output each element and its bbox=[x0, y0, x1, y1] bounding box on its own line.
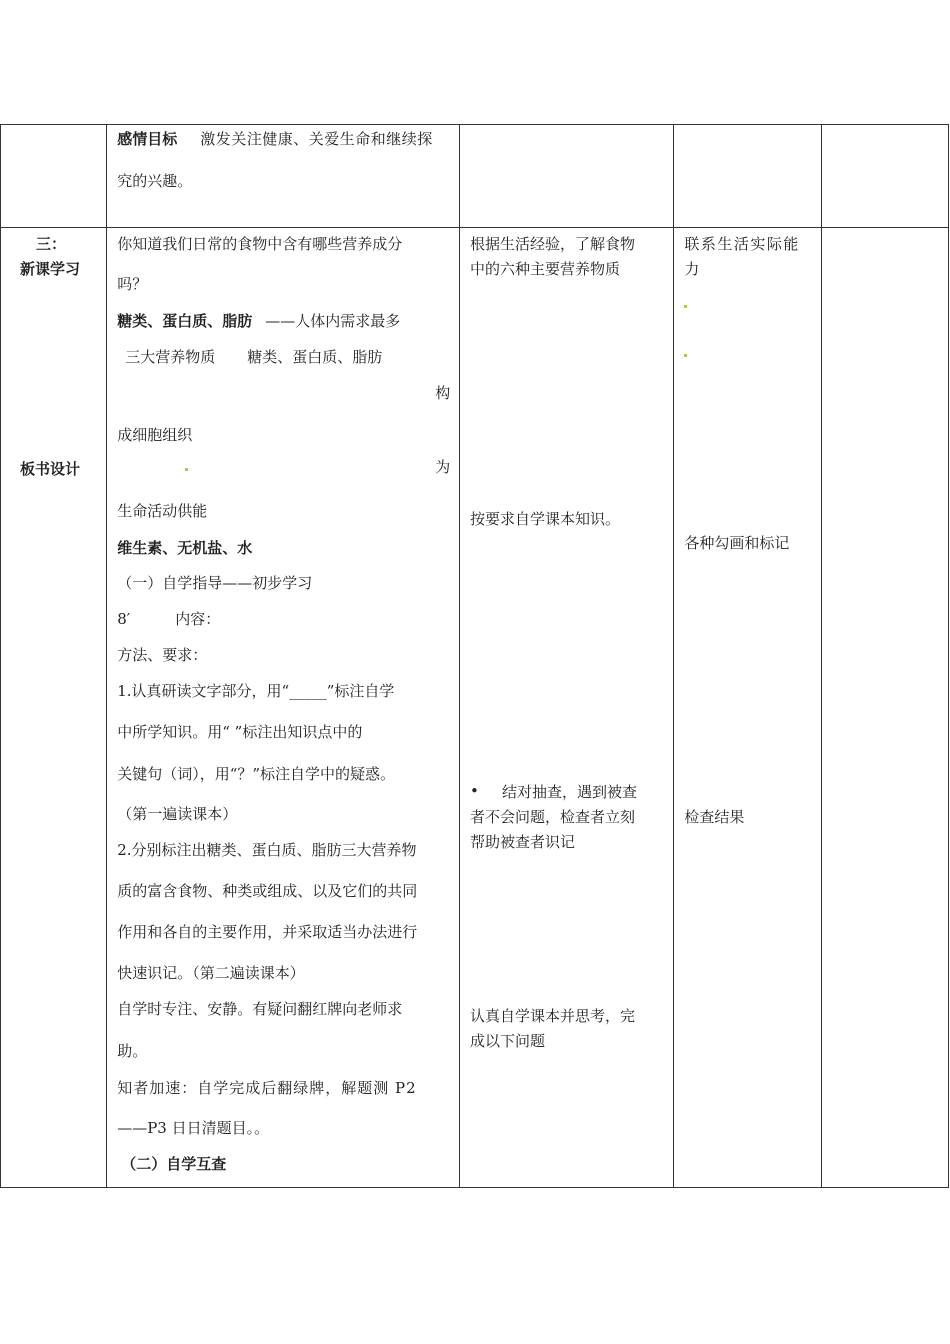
step2-line-4: 快速识记。（第二遍读课本） bbox=[117, 964, 305, 982]
check-line-1: 结对抽查，遇到被查 bbox=[501, 783, 637, 801]
three-nutrients-list: 糖类、蛋白质、脂肪 bbox=[247, 348, 383, 366]
emotion-goal-text-2: 究的兴趣。 bbox=[117, 172, 193, 190]
row1-col3-cell bbox=[459, 125, 673, 228]
check-line-2: 者不会问题，检查者立刻 bbox=[469, 808, 635, 826]
row1-col5-cell bbox=[821, 125, 948, 228]
row2-col4-cell bbox=[674, 228, 821, 1188]
nutrients-bold: 糖类、蛋白质、脂肪 bbox=[117, 312, 253, 330]
nutrients-rest: ——人体内需求最多 bbox=[265, 312, 401, 330]
speed-line-2: ——P3 日日清题目。。 bbox=[117, 1119, 270, 1137]
step2-line-1: 2.分别标注出糖类、蛋白质、脂肪三大营养物 bbox=[117, 841, 417, 859]
section-number-label: 三： bbox=[36, 235, 67, 253]
step2-line-2: 质的富含食物、种类或组成、以及它们的共同 bbox=[117, 882, 418, 900]
vitamins-bold: 维生素、无机盐、水 bbox=[117, 539, 253, 557]
step2-line-3: 作用和各自的主要作用，并采取适当办法进行 bbox=[117, 923, 418, 941]
self-study-text: 按要求自学课本知识。 bbox=[469, 510, 620, 528]
think-line-1: 认真自学课本并思考，完 bbox=[469, 1007, 635, 1025]
row2-col5-cell bbox=[821, 228, 948, 1188]
build-cells-text: 成细胞组织 bbox=[117, 426, 193, 444]
lesson-plan-table bbox=[0, 124, 949, 1188]
time-label: 8′ bbox=[117, 610, 131, 628]
focus-line-1: 自学时专注、安静。有疑问翻红牌向老师求 bbox=[117, 1000, 403, 1018]
first-read-note: （第一遍读课本） bbox=[117, 805, 238, 823]
row1-col2-cell bbox=[107, 125, 460, 228]
marker-dot bbox=[684, 305, 687, 308]
speed-line-1: 知者加速：自学完成后翻绿牌，解题测 P2 bbox=[117, 1079, 417, 1097]
experience-line-1: 根据生活经验，了解食物 bbox=[469, 235, 635, 253]
ability-line-1: 联系生活实际能 bbox=[684, 235, 800, 253]
check-result-text: 检查结果 bbox=[684, 808, 745, 826]
row2-col2-cell bbox=[107, 228, 460, 1188]
bullet-icon: • bbox=[469, 782, 479, 800]
think-line-2: 成以下问题 bbox=[469, 1032, 545, 1050]
board-design-label: 板书设计 bbox=[20, 460, 81, 478]
table-row-emotion-goal bbox=[1, 125, 949, 228]
three-nutrients-label: 三大营养物质 bbox=[125, 348, 216, 366]
ability-line-2: 力 bbox=[684, 260, 700, 278]
focus-line-2: 助。 bbox=[117, 1042, 148, 1060]
emotion-goal-text-1: 激发关注健康、关爱生命和继续探 bbox=[200, 130, 433, 148]
marking-text: 各种勾画和标记 bbox=[684, 534, 790, 552]
wei-char: 为 bbox=[435, 458, 451, 476]
emotion-goal-label: 感情目标 bbox=[117, 130, 178, 148]
row2-col3-cell bbox=[459, 228, 673, 1188]
row2-col1-cell bbox=[1, 228, 107, 1188]
question-line-2: 吗？ bbox=[117, 275, 148, 293]
step1-line-2: 中所学知识。用“ ”标注出知识点中的 bbox=[117, 723, 363, 741]
marker-dot bbox=[684, 354, 687, 357]
table-row-new-lesson bbox=[1, 228, 949, 1188]
energy-text: 生命活动供能 bbox=[117, 502, 208, 520]
method-label: 方法、要求： bbox=[117, 646, 208, 664]
question-line-1: 你知道我们日常的食物中含有哪些营养成分 bbox=[117, 235, 403, 253]
step1-line-3: 关键句（词），用“？”标注自学中的疑惑。 bbox=[117, 765, 396, 783]
gou-char: 构 bbox=[435, 384, 451, 402]
experience-line-2: 中的六种主要营养物质 bbox=[469, 260, 620, 278]
guide-title: （一）自学指导——初步学习 bbox=[117, 574, 313, 592]
step1-line-1: 1.认真研读文字部分，用“_____”标注自学 bbox=[117, 682, 395, 700]
mutual-check-title: （二）自学互查 bbox=[121, 1155, 227, 1173]
marker-dot bbox=[185, 468, 188, 471]
section-title-label: 新课学习 bbox=[20, 260, 81, 278]
row1-col4-cell bbox=[674, 125, 821, 228]
check-line-3: 帮助被查者识记 bbox=[469, 833, 575, 851]
content-label: 内容： bbox=[175, 610, 221, 628]
row1-col1-cell bbox=[1, 125, 107, 228]
